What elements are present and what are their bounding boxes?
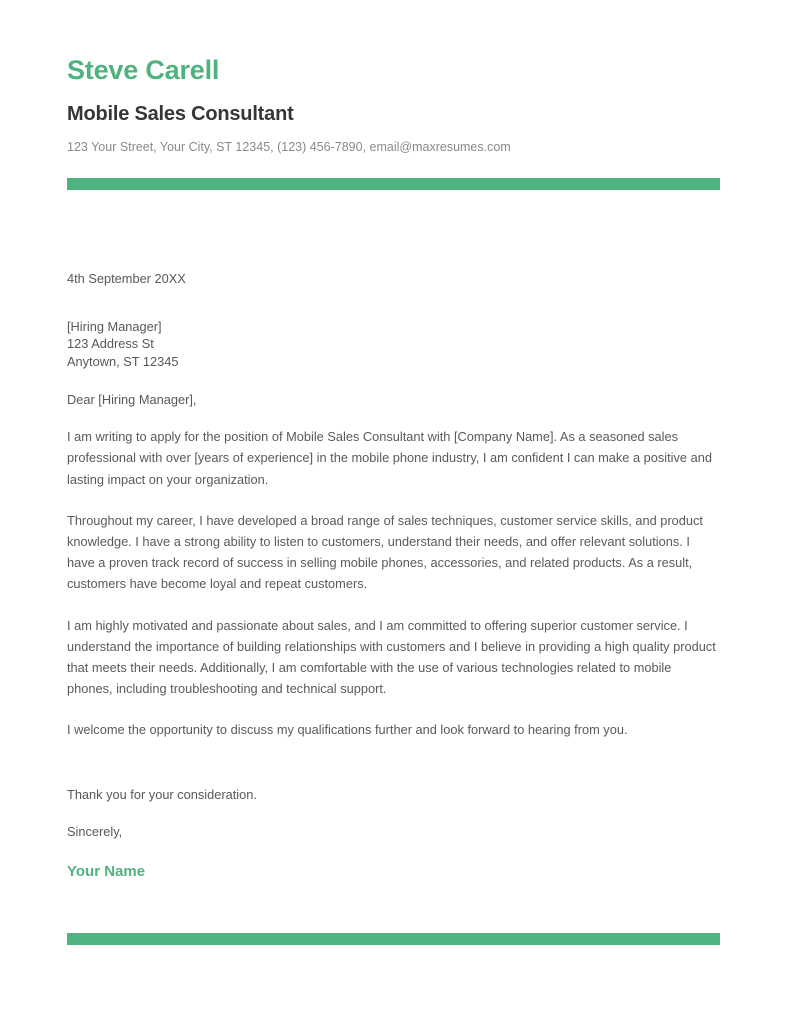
header-divider-bar (67, 178, 720, 190)
applicant-job-title: Mobile Sales Consultant (67, 102, 294, 125)
letter-date: 4th September 20XX (67, 270, 186, 286)
applicant-contact-line: 123 Your Street, Your City, ST 12345, (123) 456-7890, email@maxresumes.com (67, 139, 511, 154)
letter-paragraph: I am highly motivated and passionate about sales, and I am committed to offering superior customer service. I understand the importance of building relationships with customers and I believe in providing a high quality product that meets their needs. Additionally, I am comfortable with the use of various technologies related to mobile phones, including troubleshooting and technical support. (67, 617, 716, 697)
letter-thanks: Thank you for your consideration. (67, 786, 257, 802)
recipient-line: [Hiring Manager] (67, 318, 162, 334)
recipient-line: 123 Address St (67, 336, 154, 352)
letter-paragraph: I am writing to apply for the position of Mobile Sales Consultant with [Company Name]. As a seasoned sales professional with over [years of experience] in the mobile phone industry, I am confident I can make a positive and lasting impact on your organization. (67, 429, 712, 487)
letter-paragraphs (67, 408, 720, 740)
recipient-address-block (67, 287, 720, 370)
letter-paragraph: I welcome the opportunity to discuss my qualifications further and look forward to hearing from you. (67, 722, 628, 738)
letter-signature-name: Your Name (67, 863, 146, 881)
letter-body (67, 190, 720, 881)
letterhead (67, 0, 720, 155)
applicant-name: Steve Carell (67, 55, 220, 85)
document-content (67, 0, 720, 945)
recipient-line: Anytown, ST 12345 (67, 353, 179, 369)
footer-divider-bar (67, 933, 720, 945)
letter-sign-off: Sincerely, (67, 823, 123, 839)
letter-paragraph: Throughout my career, I have developed a broad range of sales techniques, customer service skills, and product knowledge. I have a strong ability to listen to customers, understand their needs, and offer relevant solutions. I have a proven track record of success in selling mobile phones, accessories, and related products. As a result, customers have become loyal and repeat customers. (67, 512, 703, 592)
letter-salutation: Dear [Hiring Manager], (67, 391, 197, 407)
